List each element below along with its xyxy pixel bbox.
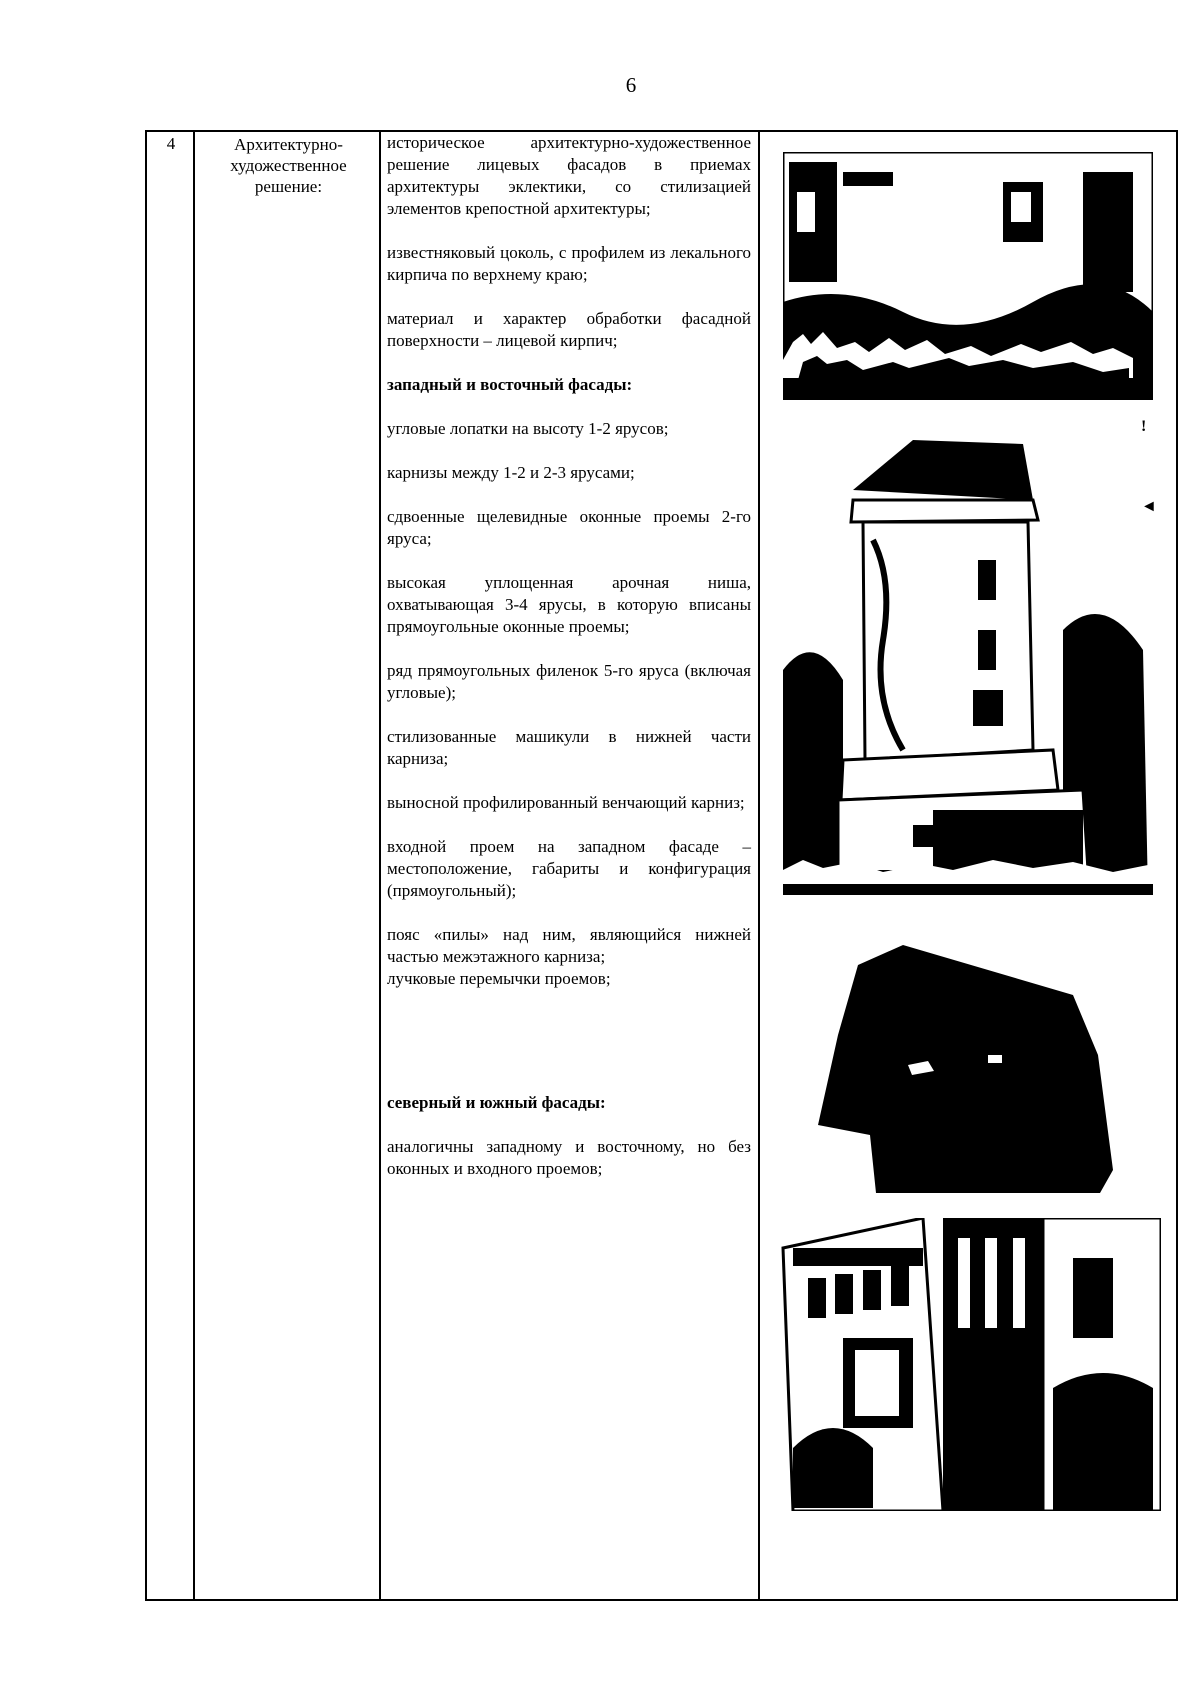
row-category: Архитектурно-художественное решение:: [230, 135, 347, 196]
facade-base-photo: [783, 152, 1153, 400]
photo-edge-mark: !: [1141, 418, 1147, 435]
description-paragraph: аналогичны западному и восточному, но без оконных и входного проемов;: [387, 1137, 751, 1178]
column-divider: [193, 132, 195, 1599]
tower-top-dark-image: [818, 945, 1116, 1193]
photo-edge-mark: ◄: [1141, 498, 1157, 515]
description-paragraph: историческое архитектурно-художественное решение лицевых фасадов в приемах архитектуры эклектики, со стилизацией элементов крепостной архитектуры;: [387, 133, 751, 218]
facade-base-image: [783, 152, 1153, 400]
section-heading: западный и восточный фасады:: [387, 375, 633, 394]
description-paragraph: стилизованные машикули в нижней части карниза;: [387, 727, 751, 768]
tower-general-view-photo: [783, 430, 1153, 895]
tower-top-dark-photo: [818, 945, 1116, 1193]
description-paragraph: ряд прямоугольных филенок 5-го яруса (включая угловые);: [387, 661, 751, 702]
description-paragraph: выносной профилированный венчающий карниз;: [387, 793, 745, 812]
row-number: 4: [166, 134, 176, 153]
tower-general-view-image: [783, 430, 1153, 895]
description-paragraph: угловые лопатки на высоту 1-2 ярусов;: [387, 419, 669, 438]
description-paragraph: входной проем на западном фасаде – местоположение, габариты и конфигурация (прямоугольный);: [387, 837, 751, 900]
section-heading: северный и южный фасады:: [387, 1093, 606, 1112]
description-paragraph: сдвоенные щелевидные оконные проемы 2-го яруса;: [387, 507, 751, 548]
description-paragraph: карнизы между 1-2 и 2-3 ярусами;: [387, 463, 635, 482]
column-divider: [379, 132, 381, 1599]
description-paragraph: лучковые перемычки проемов;: [387, 969, 611, 988]
tower-upper-detail-image: [773, 1218, 1161, 1511]
description-paragraph: материал и характер обработки фасадной поверхности – лицевой кирпич;: [387, 309, 751, 350]
row-description: [387, 132, 751, 1202]
page-number: 6: [625, 73, 637, 97]
description-paragraph: пояс «пилы» над ним, являющийся нижней частью межэтажного карниза;: [387, 925, 751, 966]
column-divider: [758, 132, 760, 1599]
description-paragraph: высокая уплощенная арочная ниша, охватывающая 3-4 ярусы, в которую вписаны прямоугольные оконные проемы;: [387, 573, 751, 636]
tower-upper-detail-photo: [773, 1218, 1161, 1511]
description-paragraph: известняковый цоколь, с профилем из лекального кирпича по верхнему краю;: [387, 243, 751, 284]
